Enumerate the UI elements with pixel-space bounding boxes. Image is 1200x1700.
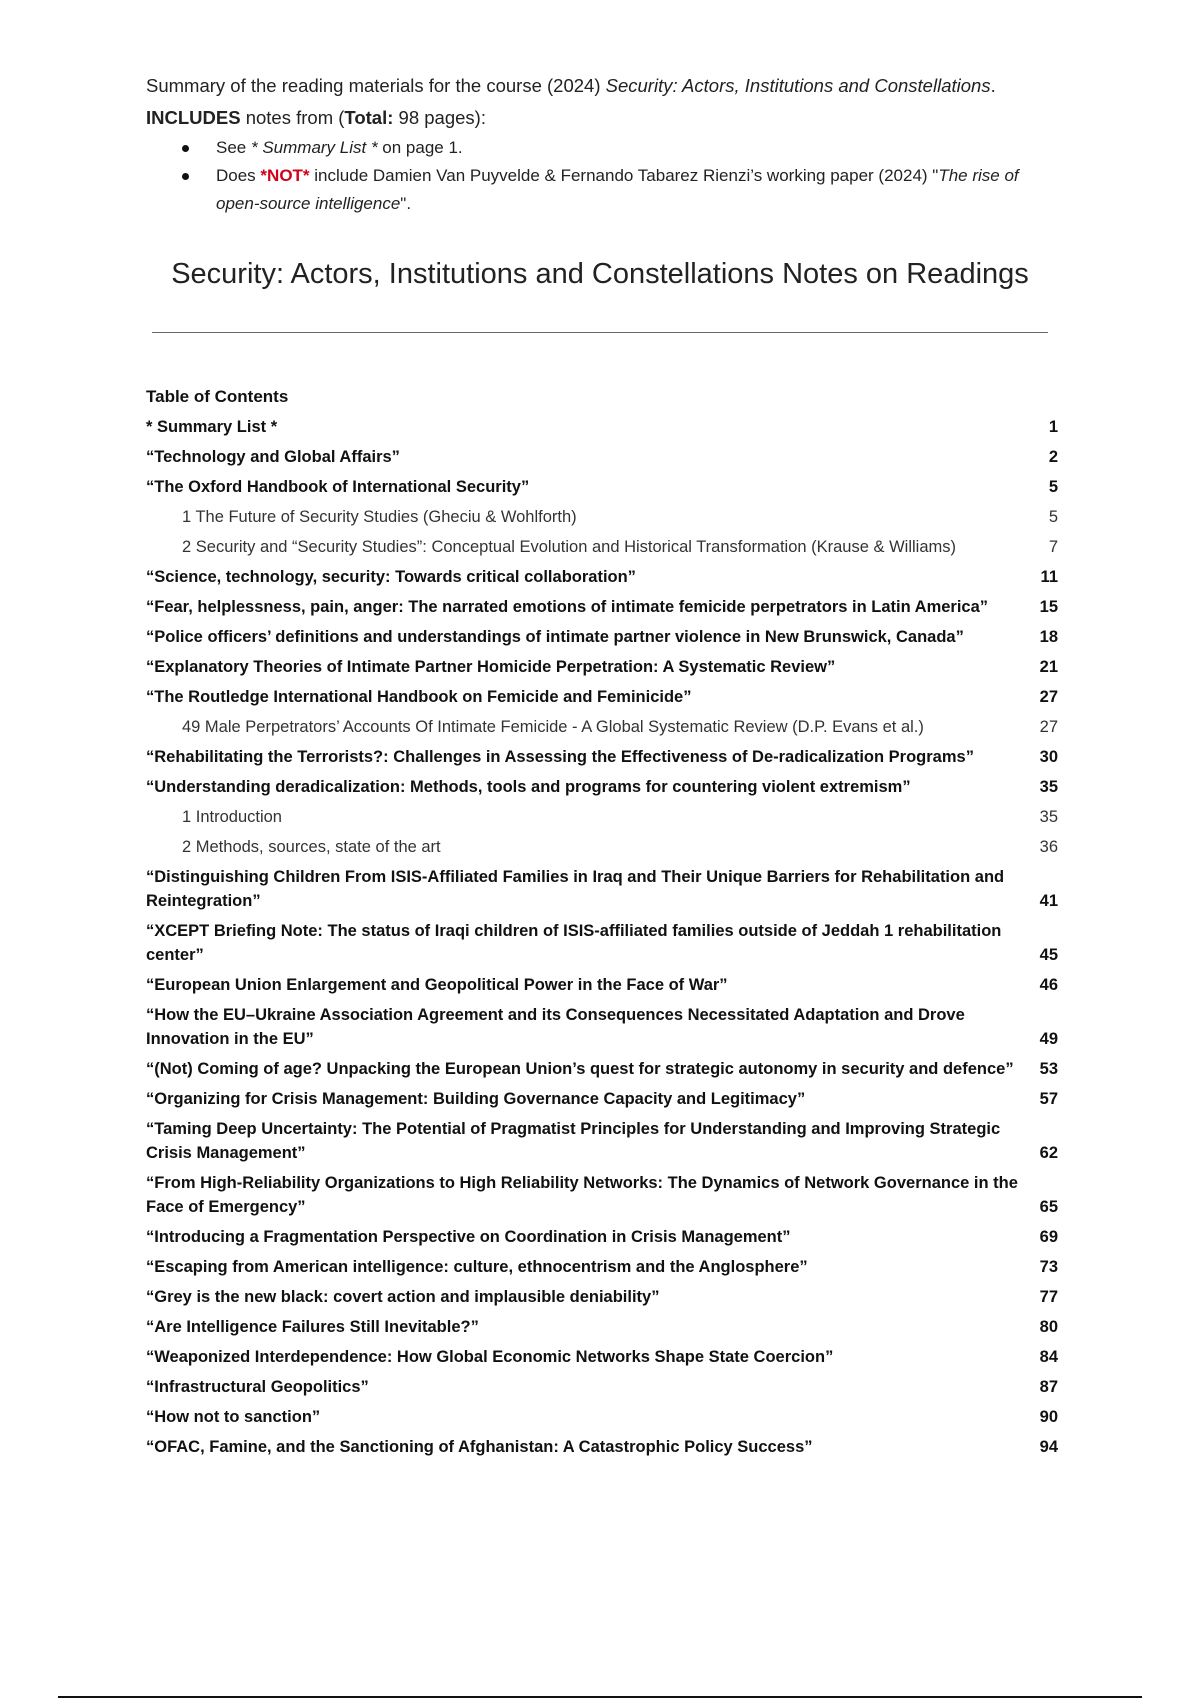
- toc-entry-page: 30: [1039, 748, 1058, 766]
- includes-label: INCLUDES: [146, 107, 241, 128]
- toc-entry[interactable]: [146, 862, 1058, 916]
- toc-entry-page: 1: [1048, 418, 1058, 436]
- not-highlight: *NOT*: [260, 166, 310, 185]
- toc-entry[interactable]: [146, 442, 1058, 472]
- toc-entry-page: 36: [1039, 838, 1058, 856]
- total-label: Total:: [344, 107, 394, 128]
- bullet-text: include Damien Van Puyvelde & Fernando Tabarez Rienzi’s working paper (2024) ": [309, 166, 939, 185]
- toc-entry-page: 5: [1048, 508, 1058, 526]
- toc-entry-title: “The Oxford Handbook of International Security”: [146, 478, 530, 496]
- title-divider: [152, 332, 1048, 333]
- toc-entry-title: “OFAC, Famine, and the Sanctioning of Afghanistan: A Catastrophic Policy Success”: [146, 1438, 813, 1456]
- toc-entry[interactable]: [146, 502, 1058, 532]
- toc-entry[interactable]: [146, 592, 1058, 622]
- toc-entry[interactable]: [146, 802, 1058, 832]
- toc-entry[interactable]: [146, 532, 1058, 562]
- toc-entry[interactable]: [146, 1054, 1058, 1084]
- page-title: Security: Actors, Institutions and Constellations Notes on Readings: [171, 258, 1029, 290]
- toc-entry-title: 1 Introduction: [182, 808, 282, 826]
- toc-entry[interactable]: [146, 1168, 1058, 1222]
- toc-entry-page: 69: [1039, 1228, 1058, 1246]
- toc-entry-page: 27: [1039, 688, 1058, 706]
- toc-entry-title: “Taming Deep Uncertainty: The Potential of Pragmatist Principles for Understanding and Improving Strategic Crisis Management”: [146, 1120, 1001, 1162]
- intro-paragraph: [146, 70, 1066, 134]
- toc-entry-title: “Weaponized Interdependence: How Global Economic Networks Shape State Coercion”: [146, 1348, 834, 1366]
- toc-entry-page: 94: [1039, 1438, 1058, 1456]
- toc-list: [146, 412, 1058, 1462]
- toc-entry-title: “XCEPT Briefing Note: The status of Iraqi children of ISIS-affiliated families outside of Jeddah 1 rehabilitation center”: [146, 922, 1002, 964]
- intro-dot: .: [990, 75, 996, 96]
- toc-entry[interactable]: [146, 412, 1058, 442]
- toc-entry-page: 53: [1039, 1060, 1058, 1078]
- page-bottom-rule: [58, 1696, 1142, 1698]
- toc-entry-title: “Distinguishing Children From ISIS-Affiliated Families in Iraq and Their Unique Barriers for Rehabilitation and Reintegration”: [146, 868, 1005, 910]
- toc-entry-title: “Are Intelligence Failures Still Inevitable?”: [146, 1318, 479, 1336]
- summary-list-ref: * Summary List *: [250, 138, 378, 157]
- toc-entry-title: “Introducing a Fragmentation Perspective on Coordination in Crisis Management”: [146, 1228, 791, 1246]
- toc-entry[interactable]: [146, 712, 1058, 742]
- toc-entry-page: 65: [1039, 1198, 1058, 1216]
- toc-entry-page: 35: [1039, 778, 1058, 796]
- toc-entry[interactable]: [146, 1372, 1058, 1402]
- toc-entry[interactable]: [146, 1402, 1058, 1432]
- toc-entry-title: * Summary List *: [146, 418, 278, 436]
- toc-entry[interactable]: [146, 562, 1058, 592]
- toc-entry-title: “From High-Reliability Organizations to High Reliability Networks: The Dynamics of Network Governance in the Face of Emergency”: [146, 1174, 1018, 1216]
- toc-entry[interactable]: [146, 1000, 1058, 1054]
- toc-entry-page: 5: [1048, 478, 1058, 496]
- toc-heading: Table of Contents: [146, 387, 289, 406]
- toc-entry-page: 35: [1039, 808, 1058, 826]
- toc-entry-title: “Infrastructural Geopolitics”: [146, 1378, 369, 1396]
- toc-entry-page: 62: [1039, 1144, 1058, 1162]
- toc-entry-title: “How not to sanction”: [146, 1408, 321, 1426]
- toc-entry-page: 45: [1039, 946, 1058, 964]
- bullet-text: Does: [216, 166, 261, 185]
- toc-entry[interactable]: [146, 832, 1058, 862]
- toc-entry[interactable]: [146, 652, 1058, 682]
- bullet-not-included: [216, 162, 1066, 218]
- toc-entry-page: 84: [1039, 1348, 1058, 1366]
- toc-entry-page: 15: [1039, 598, 1058, 616]
- total-value: 98 pages):: [393, 107, 486, 128]
- bullet-text: ".: [400, 194, 412, 213]
- toc-entry-title: “How the EU–Ukraine Association Agreement and its Consequences Necessitated Adaptation and Drove Innovation in the EU”: [146, 1006, 965, 1048]
- toc-entry-page: 27: [1039, 718, 1058, 736]
- toc-entry-title: 2 Methods, sources, state of the art: [182, 838, 441, 856]
- toc-entry-page: 49: [1039, 1030, 1058, 1048]
- toc-entry-title: “The Routledge International Handbook on Femicide and Feminicide”: [146, 688, 692, 706]
- toc-entry-title: “Police officers’ definitions and understandings of intimate partner violence in New Brunswick, Canada”: [146, 628, 964, 646]
- course-title-part-b: Constellations: [874, 75, 991, 96]
- toc-entry-page: 77: [1039, 1288, 1058, 1306]
- course-title-part-a: Security: Actors, Institutions and: [605, 75, 870, 96]
- toc-entry[interactable]: [146, 1222, 1058, 1252]
- toc-entry-page: 57: [1039, 1090, 1058, 1108]
- toc-entry-title: 49 Male Perpetrators’ Accounts Of Intimate Femicide - A Global Systematic Review (D.P. Evans et al.): [182, 718, 924, 736]
- toc-entry[interactable]: [146, 1084, 1058, 1114]
- toc-entry[interactable]: [146, 772, 1058, 802]
- toc-entry-page: 87: [1039, 1378, 1058, 1396]
- toc-entry[interactable]: [146, 1312, 1058, 1342]
- intro-summary: [146, 70, 1066, 218]
- toc-entry-title: “Explanatory Theories of Intimate Partner Homicide Perpetration: A Systematic Review”: [146, 658, 836, 676]
- toc-entry-page: 21: [1039, 658, 1058, 676]
- toc-entry-title: “Escaping from American intelligence: culture, ethnocentrism and the Anglosphere”: [146, 1258, 808, 1276]
- toc-entry-title: “European Union Enlargement and Geopolitical Power in the Face of War”: [146, 976, 728, 994]
- toc-entry[interactable]: [146, 622, 1058, 652]
- toc-entry-title: “Rehabilitating the Terrorists?: Challenges in Assessing the Effectiveness of De-radicalization Programs”: [146, 748, 974, 766]
- toc-entry-page: 18: [1039, 628, 1058, 646]
- toc-entry-title: “Organizing for Crisis Management: Building Governance Capacity and Legitimacy”: [146, 1090, 806, 1108]
- toc-entry-page: 90: [1039, 1408, 1058, 1426]
- notes-from-text: notes from (: [240, 107, 345, 128]
- toc-entry-page: 73: [1039, 1258, 1058, 1276]
- toc-entry-title: “Fear, helplessness, pain, anger: The narrated emotions of intimate femicide perpetrators in Latin America”: [146, 598, 989, 616]
- toc-entry[interactable]: [146, 916, 1058, 970]
- toc-entry[interactable]: [146, 742, 1058, 772]
- toc-entry[interactable]: [146, 970, 1058, 1000]
- toc-entry-page: 46: [1039, 976, 1058, 994]
- toc-entry-page: 11: [1040, 568, 1058, 586]
- toc-entry-title: “Science, technology, security: Towards critical collaboration”: [146, 568, 636, 586]
- toc-entry-page: 41: [1039, 892, 1058, 910]
- toc-entry[interactable]: [146, 1282, 1058, 1312]
- toc-entry[interactable]: [146, 1114, 1058, 1168]
- toc-entry[interactable]: [146, 682, 1058, 712]
- toc-entry[interactable]: [146, 1342, 1058, 1372]
- bullet-summary-list: [216, 134, 1066, 162]
- toc-entry[interactable]: [146, 1432, 1058, 1462]
- toc-entry-page: 2: [1048, 448, 1058, 466]
- toc-entry[interactable]: [146, 472, 1058, 502]
- toc-entry-title: 1 The Future of Security Studies (Gheciu & Wohlforth): [182, 508, 577, 526]
- intro-text: Summary of the reading materials for the course (2024): [146, 75, 606, 96]
- toc-entry-page: 7: [1048, 538, 1058, 556]
- bullet-text: See: [216, 138, 251, 157]
- toc-entry-title: 2 Security and “Security Studies”: Conceptual Evolution and Historical Transformation (Krause & Williams): [182, 538, 956, 556]
- toc-entry[interactable]: [146, 1252, 1058, 1282]
- toc-entry-page: 80: [1039, 1318, 1058, 1336]
- toc-entry-title: “(Not) Coming of age? Unpacking the European Union’s quest for strategic autonomy in security and defence”: [146, 1060, 1014, 1078]
- toc-entry-title: “Technology and Global Affairs”: [146, 448, 400, 466]
- intro-bullet-list: [146, 134, 1066, 218]
- toc-entry-title: “Grey is the new black: covert action and implausible deniability”: [146, 1288, 660, 1306]
- toc-entry-title: “Understanding deradicalization: Methods, tools and programs for countering violent extremism”: [146, 778, 911, 796]
- table-of-contents: [146, 382, 1058, 1462]
- excluded-paper-title: The rise of open-source intelligence: [216, 166, 1019, 213]
- bullet-text: on page 1.: [377, 138, 463, 157]
